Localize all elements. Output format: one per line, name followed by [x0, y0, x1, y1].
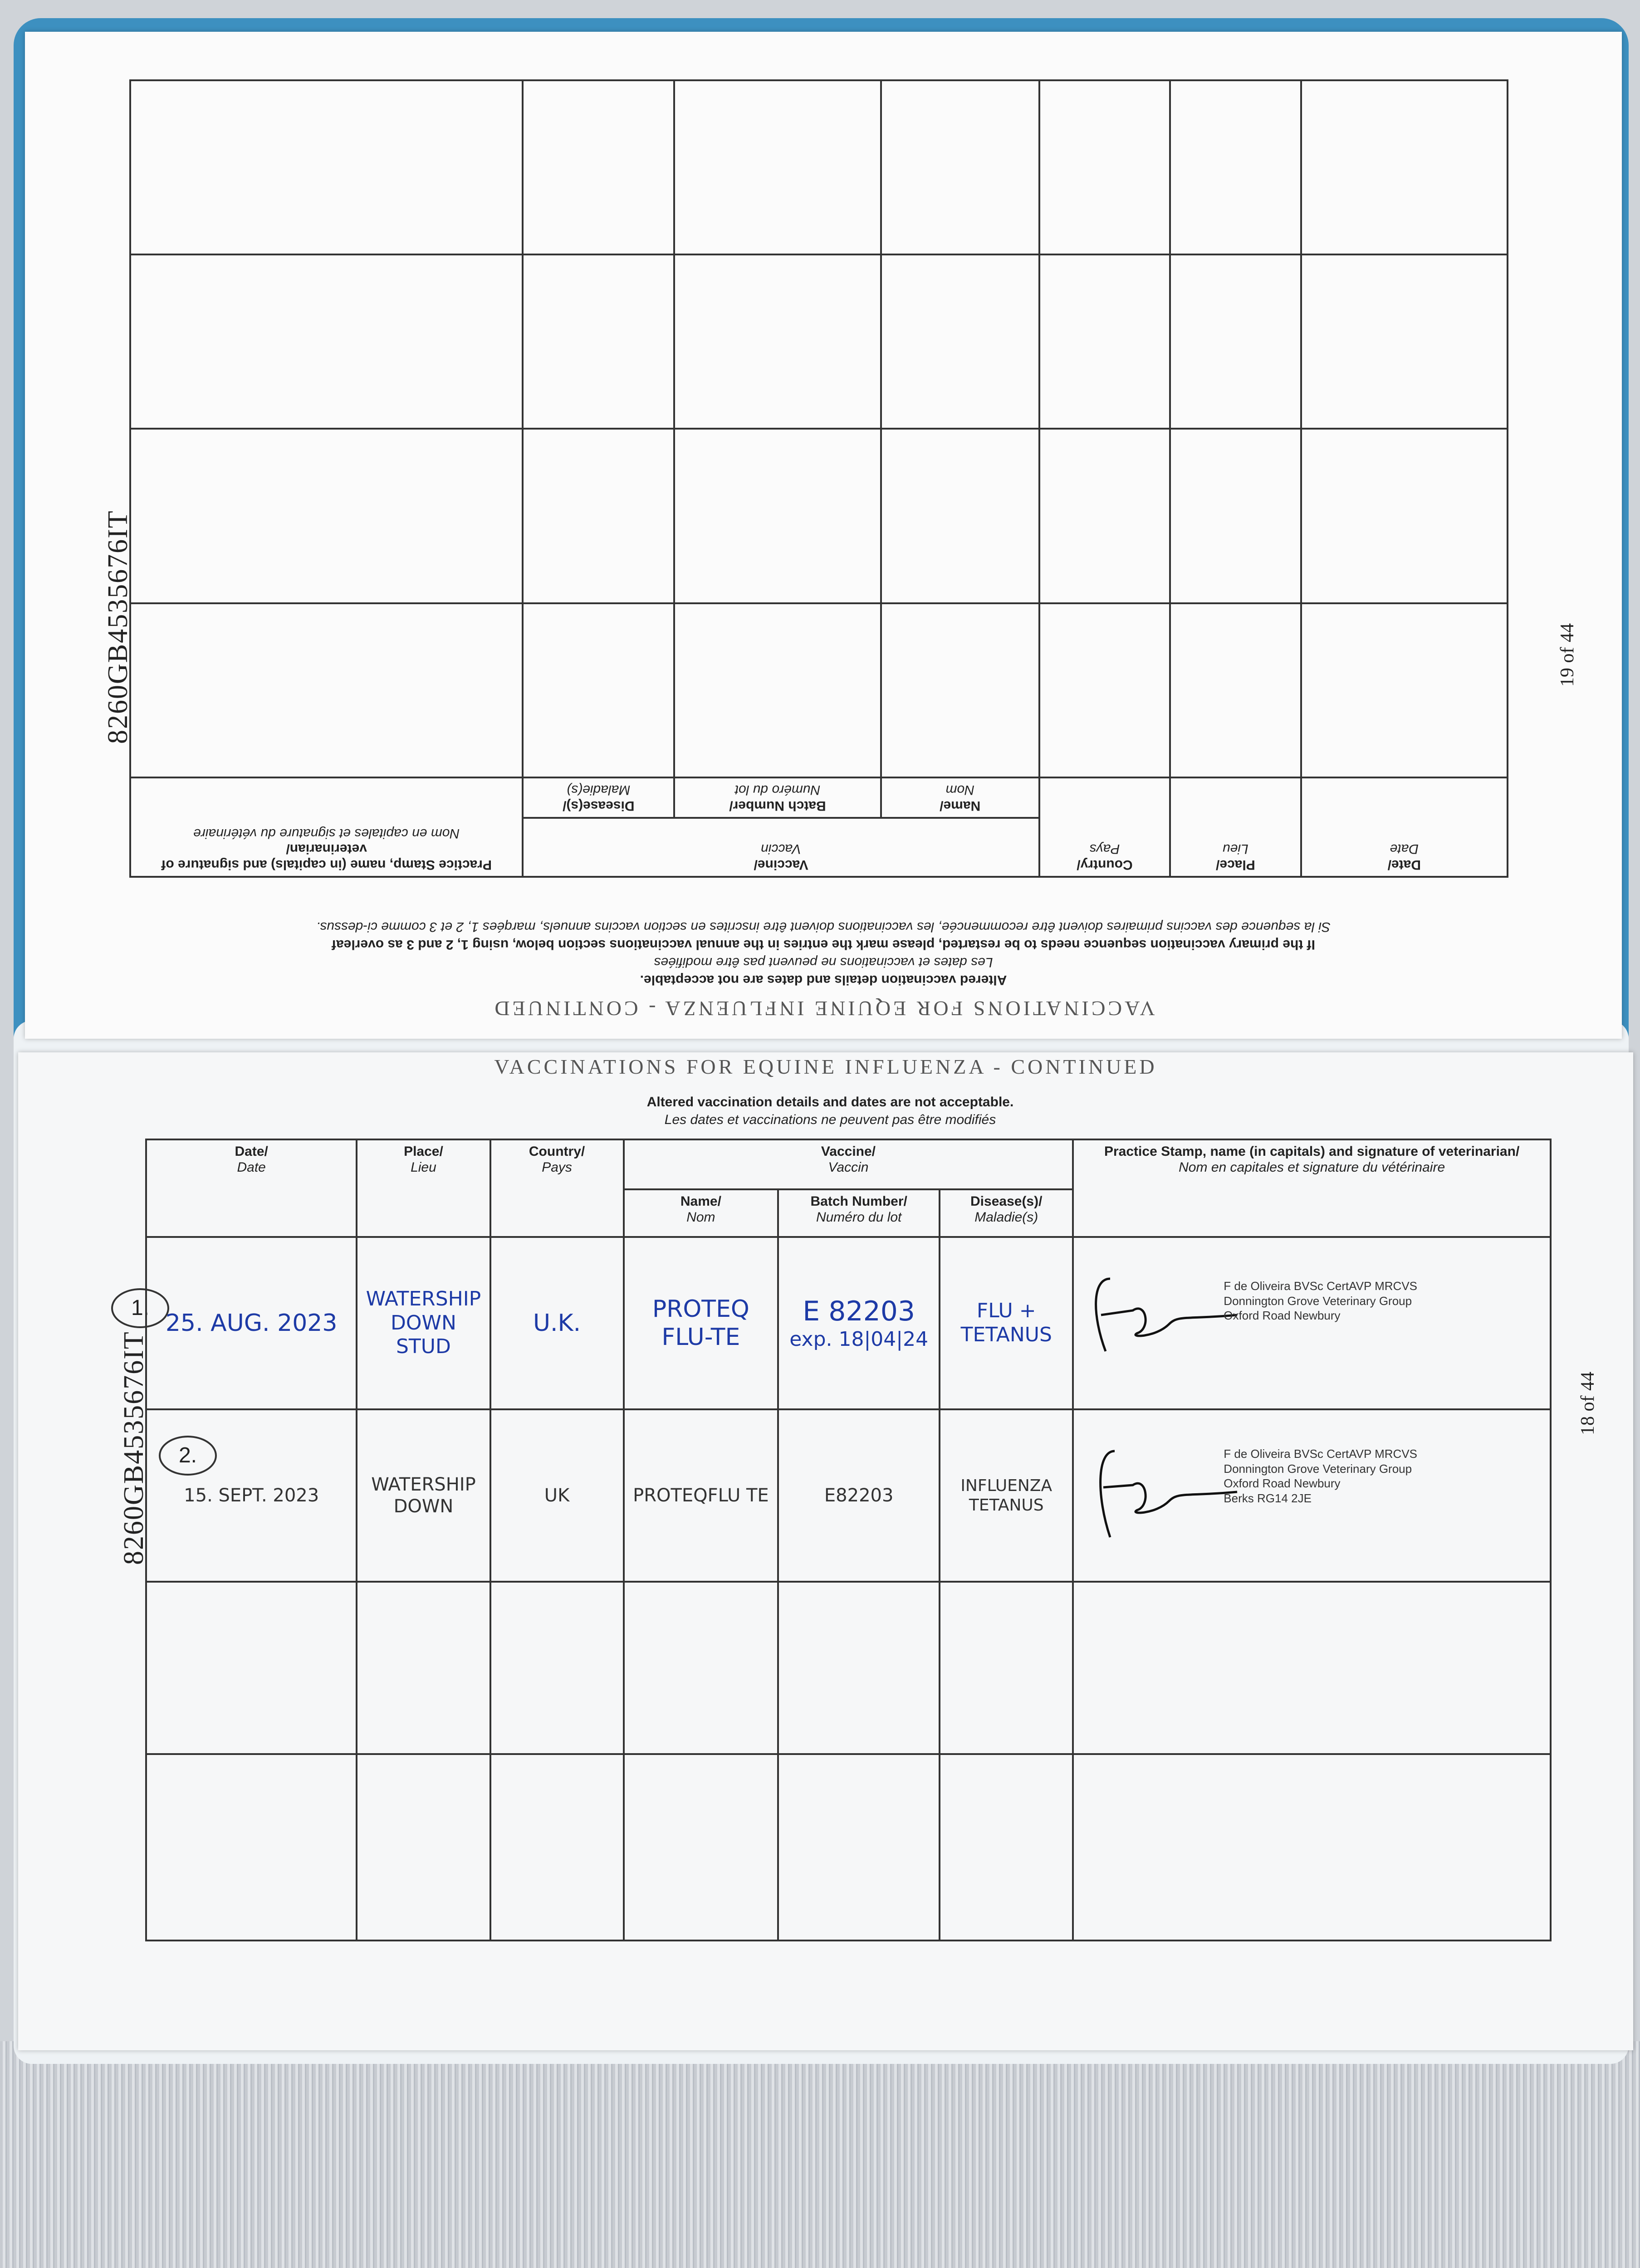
entry-marker-2: 2. — [159, 1436, 217, 1476]
table-row — [146, 1582, 1551, 1754]
header-date-top: Date/ Date — [1301, 777, 1508, 877]
header-vaccine-top: Vaccine/ Vaccin — [523, 818, 1039, 877]
table-row — [130, 254, 1508, 429]
entry-2-country: UK — [544, 1485, 570, 1506]
header-country: Country/ Pays — [490, 1139, 624, 1237]
header-name-top: Name/ Nom — [881, 777, 1039, 818]
entry-1-place: WATERSHIP DOWN STUD — [366, 1287, 481, 1359]
notice-fr-bottom: Les dates et vaccinations ne peuvent pas être modifiés — [664, 1112, 996, 1127]
header-date: Date/ Date — [146, 1139, 357, 1237]
table-row — [130, 80, 1508, 254]
section-title-bottom: VACCINATIONS FOR EQUINE INFLUENZA - CONTINUED — [494, 1055, 1157, 1078]
table-row — [146, 1237, 1551, 1409]
entry-2-vaccine-name: PROTEQFLU TE — [633, 1485, 769, 1506]
header-name: Name/ Nom — [624, 1189, 778, 1237]
table-row — [130, 603, 1508, 777]
table-row — [146, 1754, 1551, 1941]
page-18 — [18, 1052, 1633, 2050]
entry-2-batch: E82203 — [824, 1485, 894, 1506]
header-batch-top: Batch Number/ Numéro du lot — [674, 777, 881, 818]
entry-1-batch: E 82203 — [803, 1295, 915, 1327]
notice-en-top: Altered vaccination details and dates are not acceptable. — [640, 973, 1007, 987]
page-19-rotated-content — [25, 32, 1622, 1039]
entry-2-date: 15. SEPT. 2023 — [184, 1485, 319, 1506]
section-title-top: VACCINATIONS FOR EQUINE INFLUENZA - CONTINUED — [492, 997, 1155, 1020]
header-vaccine: Vaccine/ Vaccin — [624, 1139, 1073, 1189]
passport-number-top: 8260GB4535676IT — [103, 510, 133, 744]
page-number-bottom: 18 of 44 — [1577, 1372, 1598, 1435]
table-row — [146, 1409, 1551, 1582]
entry-1-date: 25. AUG. 2023 — [165, 1309, 338, 1337]
notice-en-bottom: Altered vaccination details and dates are not acceptable. — [646, 1095, 1014, 1110]
entry-2-disease: INFLUENZA TETANUS — [960, 1476, 1053, 1515]
entry-1-expiry: exp. 18|04|24 — [789, 1327, 929, 1351]
entry-1-vaccine-name: PROTEQ FLU-TE — [652, 1295, 749, 1351]
header-country-top: Country/ Pays — [1039, 777, 1170, 877]
scan-background — [0, 2041, 1640, 2268]
veterinarian-signature — [1083, 1433, 1246, 1551]
passport-number-bottom: 8260GB4535676IT — [118, 1331, 149, 1565]
practice-stamp: F de Oliveira BVSc CertAVP MRCVS Donnington Grove Veterinary Group Oxford Road Newbury — [1224, 1279, 1418, 1322]
header-stamp: Practice Stamp, name (in capitals) and signature of veterinarian/ Nom en capitales et signature du vétérinaire — [1073, 1139, 1551, 1237]
vaccination-table-top — [129, 79, 1508, 878]
header-disease-top: Disease(s)/ Maladie(s) — [523, 777, 674, 818]
notice-fr-top: Les dates et vaccinations ne peuvent pas être modifiées — [654, 955, 993, 970]
vaccination-table-bottom — [145, 1139, 1552, 1941]
veterinarian-signature — [1083, 1261, 1246, 1365]
header-stamp-top: Practice Stamp, name (in capitals) and signature of veterinarian/ Nom en capitales et signature du vétérinaire — [130, 777, 523, 877]
header-batch: Batch Number/ Numéro du lot — [778, 1189, 940, 1237]
header-place-top: Place/ Lieu — [1170, 777, 1301, 877]
notice-bottom — [154, 1093, 1506, 1129]
page-number-top: 19 of 44 — [1557, 623, 1578, 687]
notice-top — [116, 918, 1531, 989]
table-row — [130, 429, 1508, 603]
entry-2-place: WATERSHIP DOWN — [371, 1474, 476, 1517]
restart-fr-top: Si la sequence des vaccins primaires doivent être recommencée, les vaccinations doivent être inscrites en section vaccins annuels, marqées 1, 2 et 3 comme ci-dessus. — [316, 919, 1331, 934]
header-disease: Disease(s)/ Maladie(s) — [940, 1189, 1073, 1237]
entry-1-country: U.K. — [533, 1309, 581, 1337]
header-place: Place/ Lieu — [357, 1139, 490, 1237]
page-19 — [25, 32, 1622, 1039]
entry-1-disease: FLU + TETANUS — [960, 1299, 1052, 1346]
restart-en-top: If the primary vaccination sequence needs to be restarted, please mark the entries in the annual vaccinations section below, using 1, 2 and 3 as overleaf — [332, 937, 1315, 952]
practice-stamp: F de Oliveira BVSc CertAVP MRCVS Donnington Grove Veterinary Group Oxford Road Newbury Berks RG14 2JE — [1224, 1447, 1418, 1505]
entry-marker-1: 1. — [111, 1288, 169, 1328]
